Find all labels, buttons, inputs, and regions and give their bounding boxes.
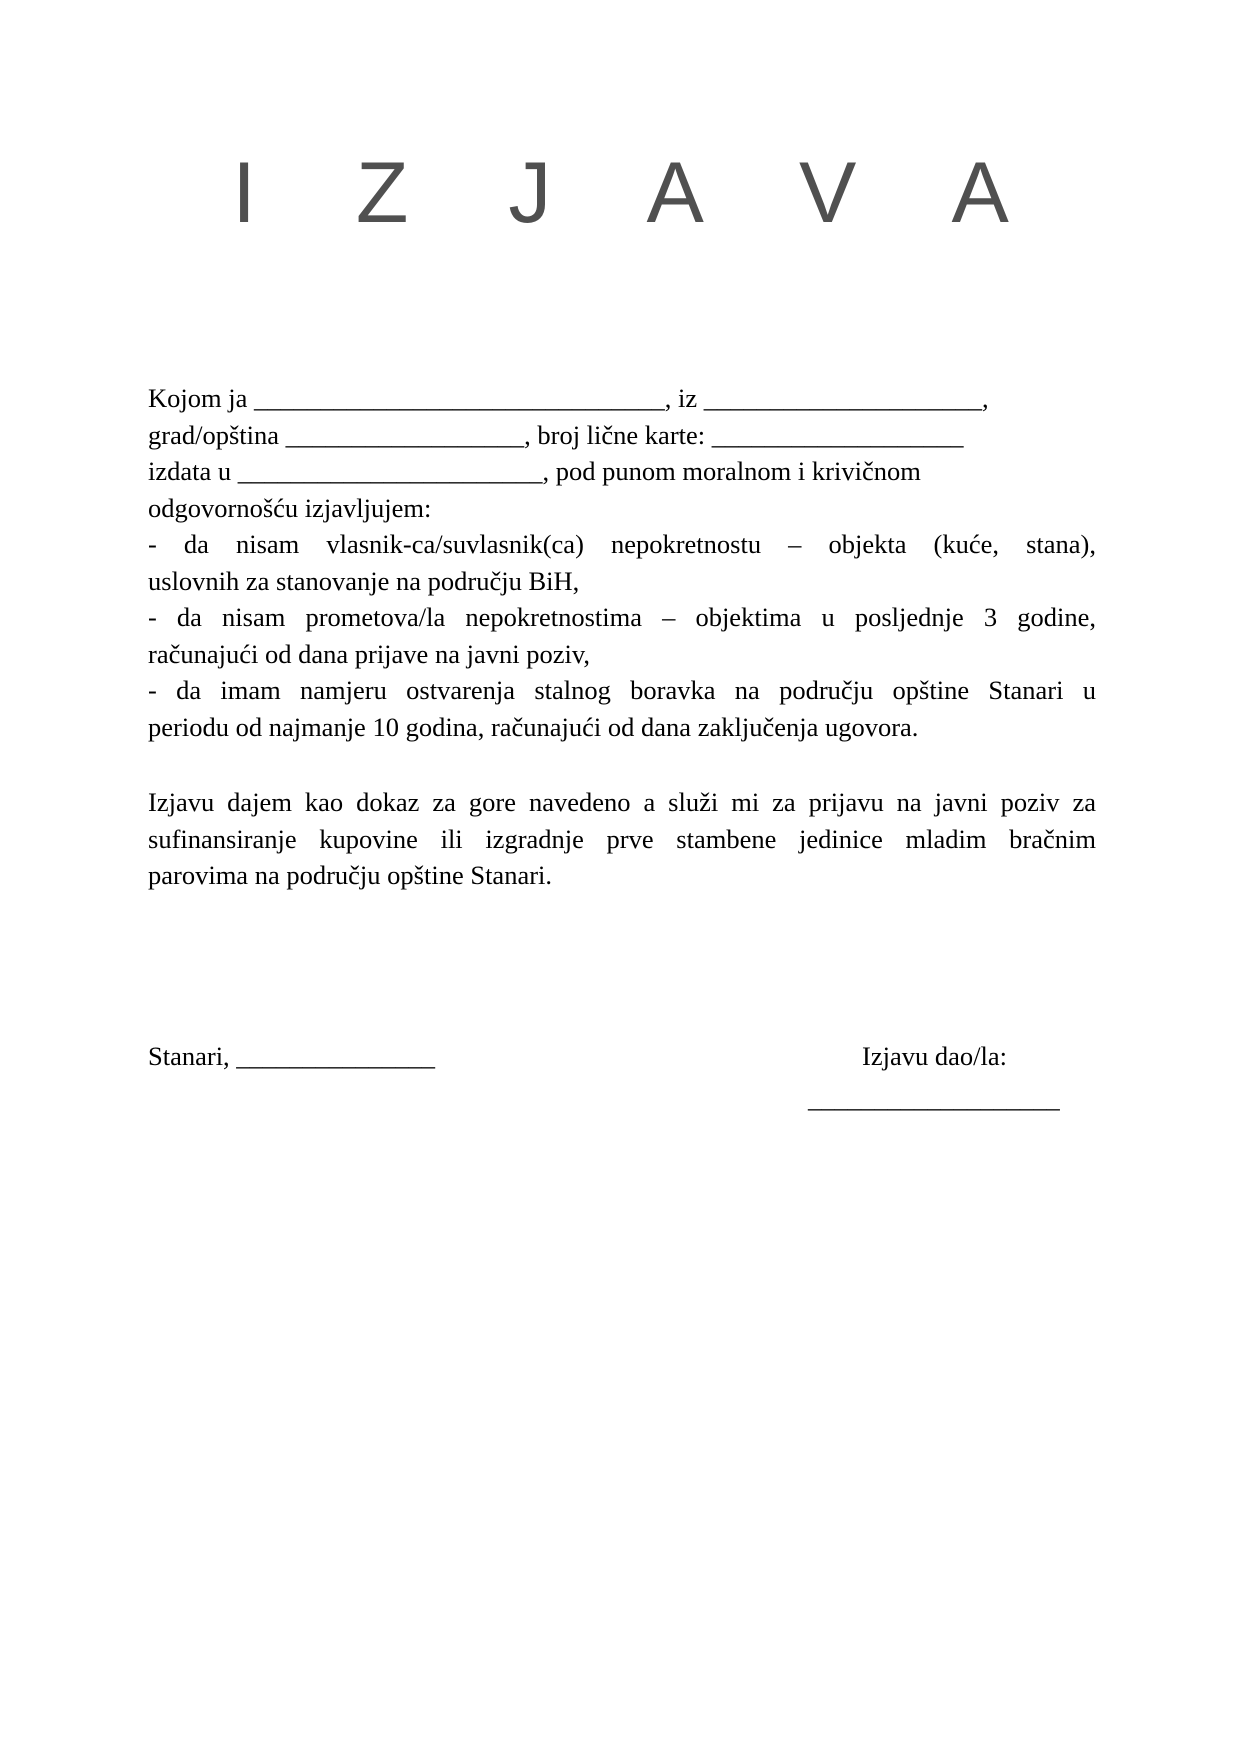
declaration-text (148, 380, 1096, 745)
purpose-paragraph (148, 784, 1096, 894)
declaration-line-id-card: grad/opština __________________, broj lične karte: ___________________ (148, 419, 964, 450)
purpose-line-1: Izjavu dajem kao dokaz za gore navedeno a služi mi za prijavu na javni poziv za (148, 787, 1096, 817)
purpose-line-2: sufinansiranje kupovine ili izgradnje prve stambene jedinice mladim bračnim (148, 823, 1096, 854)
declaration-line-name: Kojom ja _______________________________, iz _____________________, (148, 383, 989, 413)
signature-line: ___________________ (808, 1083, 1060, 1113)
declaration-item-2: - da nisam prometova/la nepokretnostima – objektima u posljednje 3 godine, (148, 602, 1096, 632)
declaration-item-3-cont: periodu od najmanje 10 godina, računajući od dana zaključenja ugovora. (148, 711, 919, 742)
declaration-line-responsibility: odgovornošću izjavljujem: (148, 492, 432, 523)
declaration-line-issued: izdata u _______________________, pod punom moralnom i krivičnom (148, 456, 921, 486)
purpose-line-3: parovima na području opštine Stanari. (148, 860, 553, 890)
declaration-item-1-cont: uslovnih za stanovanje na području BiH, (148, 565, 580, 596)
declaration-item-1: - da nisam vlasnik-ca/suvlasnik(ca) nepokretnostu – objekta (kuće, stana), (148, 529, 1096, 559)
signer-label: Izjavu dao/la: (862, 1041, 1007, 1071)
declaration-item-3: - da imam namjeru ostvarenja stalnog boravka na području opštine Stanari u (148, 675, 1096, 705)
declaration-item-2-cont: računajući od dana prijave na javni poziv, (148, 638, 590, 669)
place-date-field: Stanari, _______________ (148, 1041, 436, 1071)
page-title: I Z J A V A (232, 145, 1047, 241)
